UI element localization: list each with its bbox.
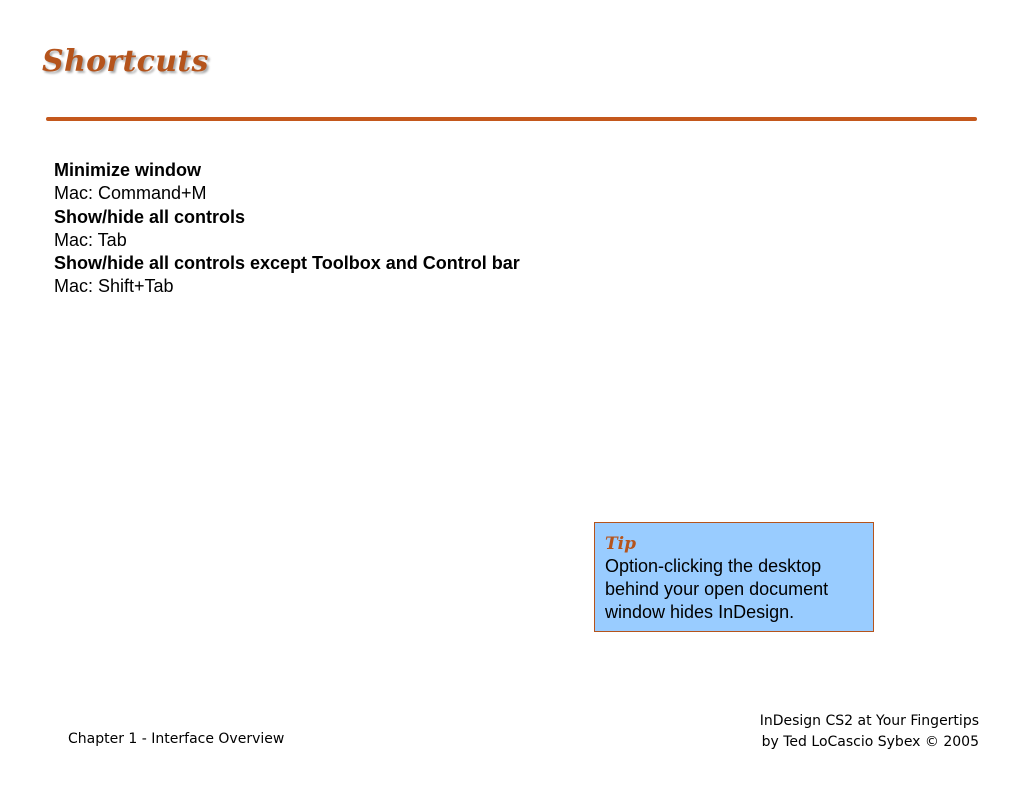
shortcut-action: Show/hide all controls except Toolbox and Control bar [54, 253, 520, 274]
shortcut-item [54, 252, 674, 299]
tip-box [594, 522, 874, 632]
tip-label: Tip [605, 534, 636, 554]
footer-credit: by Ted LoCascio Sybex © 2005 [761, 734, 979, 750]
shortcut-action: Minimize window [54, 160, 201, 180]
shortcut-keys: Mac: Shift+Tab [54, 276, 174, 297]
footer-credits [760, 711, 979, 753]
shortcut-item [54, 206, 674, 253]
footer-chapter: Chapter 1 - Interface Overview [68, 731, 285, 747]
footer-book-title: InDesign CS2 at Your Fingertips [759, 713, 979, 729]
slide-title: Shortcuts [42, 44, 209, 79]
shortcut-item [54, 159, 674, 206]
shortcut-action: Show/hide all controls [54, 206, 246, 227]
shortcut-keys: Mac: Command+M [54, 183, 207, 204]
shortcut-keys: Mac: Tab [54, 229, 127, 250]
title-divider [46, 117, 977, 121]
tip-text: Option-clicking the desktop behind your open document window hides InDesign. [605, 556, 829, 622]
shortcut-list [54, 159, 674, 299]
